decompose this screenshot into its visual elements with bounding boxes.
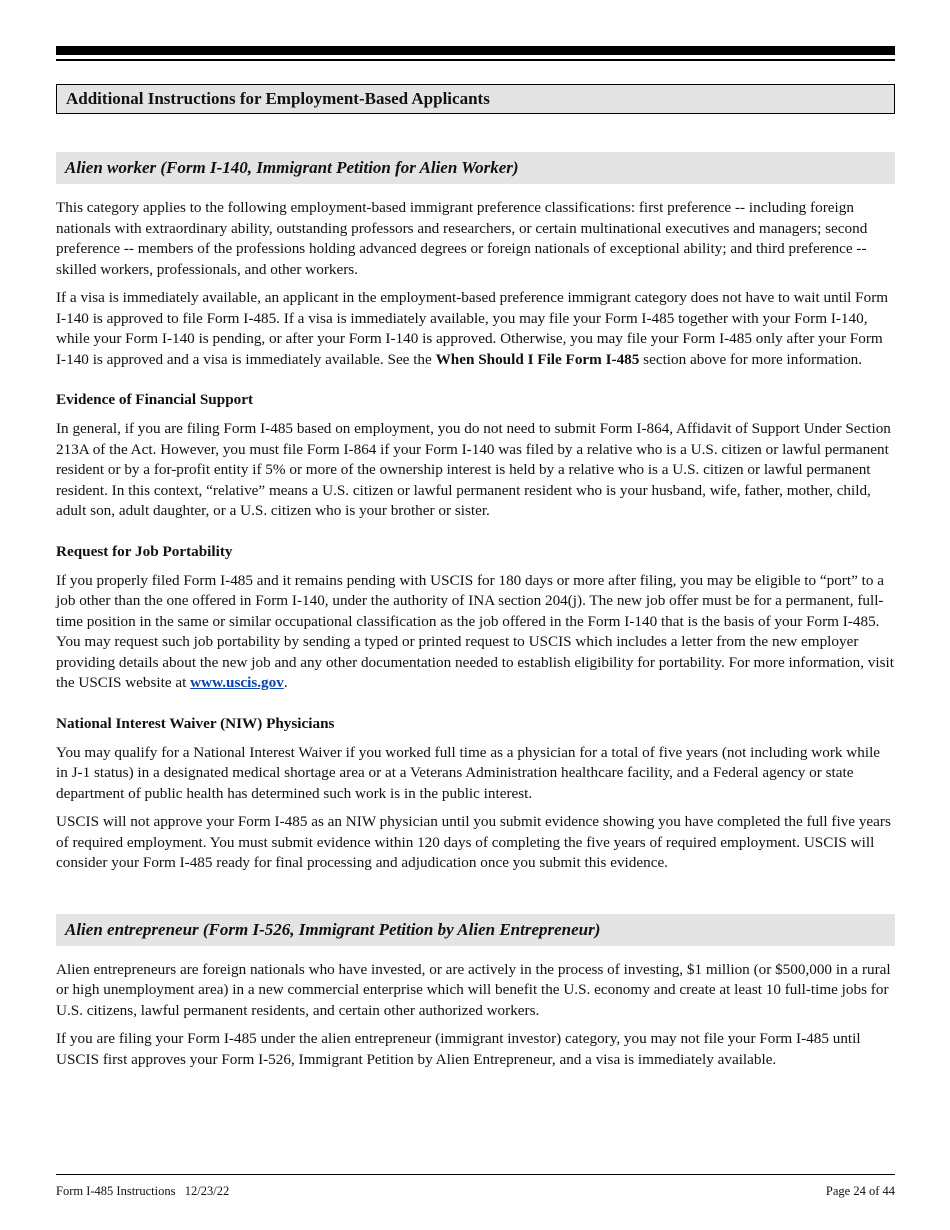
- niw-physicians-subheading: National Interest Waiver (NIW) Physicians: [56, 714, 335, 732]
- main-heading: [56, 84, 895, 114]
- footer-form-info: Form I-485 Instructions 12/23/22: [56, 1184, 230, 1198]
- niw-paragraph-2: USCIS will not approve your Form I-485 as an NIW physician until you submit evidence showing you have completed the full five years of required employment. You must submit evidence within 120 days of completing the five years of required employment. USCIS will consider your Form I-485 ready for final processing and adjudication once you submit this evidence.: [56, 813, 891, 871]
- when-to-file-reference: When Should I File Form I-485: [435, 350, 640, 368]
- footer-page-number: Page 24 of 44: [825, 1184, 895, 1198]
- job-portability-subheading: Request for Job Portability: [56, 542, 233, 560]
- uscis-website-link[interactable]: www.uscis.gov: [190, 674, 284, 691]
- alien-entrepreneur-paragraph-2: If you are filing your Form I-485 under the alien entrepreneur (immigrant investor) category, you may not file your Form I-485 until USCIS first approves your Form I-526, Immigrant Petition by Alien Entrepreneur, and a visa is immediately available.: [56, 1030, 861, 1068]
- financial-support-paragraph: In general, if you are filing Form I-485 based on employment, you do not need to submit Form I-864, Affidavit of Support Under Section 213A of the Act. However, you must file Form I-864 if your Form I-140 was filed by a relative who is a U.S. citizen or lawful permanent resident or by a for-profit entity if 5% or more of the ownership interest is held by a relative who is a U.S. citizen or lawful permanent resident. In this context, “relative” means a U.S. citizen or lawful permanent resident who is your husband, wife, father, mother, child, adult son, adult daughter, or a U.S. citizen who is your brother or sister.: [56, 420, 891, 519]
- alien-entrepreneur-paragraph-1: Alien entrepreneurs are foreign nationals who have invested, or are actively in the process of investing, $1 million (or $500,000 in a rural or high unemployment area) in a new commercial enterprise which will benefit the U.S. economy and create at least 10 full-time jobs for U.S. citizens, lawful permanent residents, and certain other authorized workers.: [56, 960, 891, 1019]
- alien-worker-heading: [56, 152, 895, 184]
- main-heading-text: Additional Instructions for Employment-Based Applicants: [66, 89, 490, 108]
- page-footer: [56, 1174, 895, 1199]
- alien-entrepreneur-heading: [56, 914, 895, 946]
- header-rule-thick: [56, 46, 895, 55]
- alien-worker-p2-text-end: section above for more information.: [639, 350, 863, 368]
- job-portability-paragraph: [56, 571, 895, 694]
- financial-support-subheading: Evidence of Financial Support: [56, 391, 254, 408]
- alien-worker-heading-text: Alien worker (Form I-140, Immigrant Petition for Alien Worker): [65, 158, 519, 177]
- header-rule-thin: [56, 59, 895, 61]
- alien-worker-p2-text: If a visa is immediately available, an applicant in the employment-based preference immigrant category does not have to wait until Form I-140 is approved to file Form I-485. If a visa is immediately available, you may file your Form I-485 together with your Form I-140, while your Form I-140 is pending, or after your Form I-140 is approved. Otherwise, you may file your Form I-485 only after your Form I-140 is approved and a visa is immediately available. See the: [56, 289, 889, 368]
- alien-entrepreneur-heading-text: Alien entrepreneur (Form I-526, Immigrant Petition by Alien Entrepreneur): [65, 919, 601, 939]
- alien-worker-paragraph-1: This category applies to the following employment-based immigrant preference classifications: first preference -- including foreign nationals with extraordinary ability, outstanding professors and researchers, or certain multinational executives and managers; second preference -- members of the professions holding advanced degrees or foreign nationals of exceptional ability; and third preference -- skilled workers, professionals, and other workers.: [56, 199, 868, 278]
- alien-worker-paragraph-2: [56, 288, 895, 370]
- job-portability-text: If you properly filed Form I-485 and it remains pending with USCIS for 180 days or more after filing, you may be eligible to “port” to a job other than the one offered in Form I-140, under the authority of INA section 204(j). The new job offer must be for a permanent, full-time position in the same or similar occupational classification as the job offered in the Form I-140 that is the basis of your Form I-485. You may request such job portability by sending a typed or printed request to USCIS which includes a letter from the new employer providing details about the new job and any other documentation needed to establish eligibility for portability. For more information, visit the USCIS website at: [56, 571, 894, 691]
- job-portability-text-end: .: [283, 674, 288, 691]
- document-page: [56, 46, 895, 1070]
- niw-paragraph-1: You may qualify for a National Interest Waiver if you worked full time as a physician for a total of five years (not including work while in J-1 status) in a designated medical shortage area or at a Veterans Administration healthcare facility, and a Federal agency or state department of public health has determined such work is in the public interest.: [56, 743, 881, 802]
